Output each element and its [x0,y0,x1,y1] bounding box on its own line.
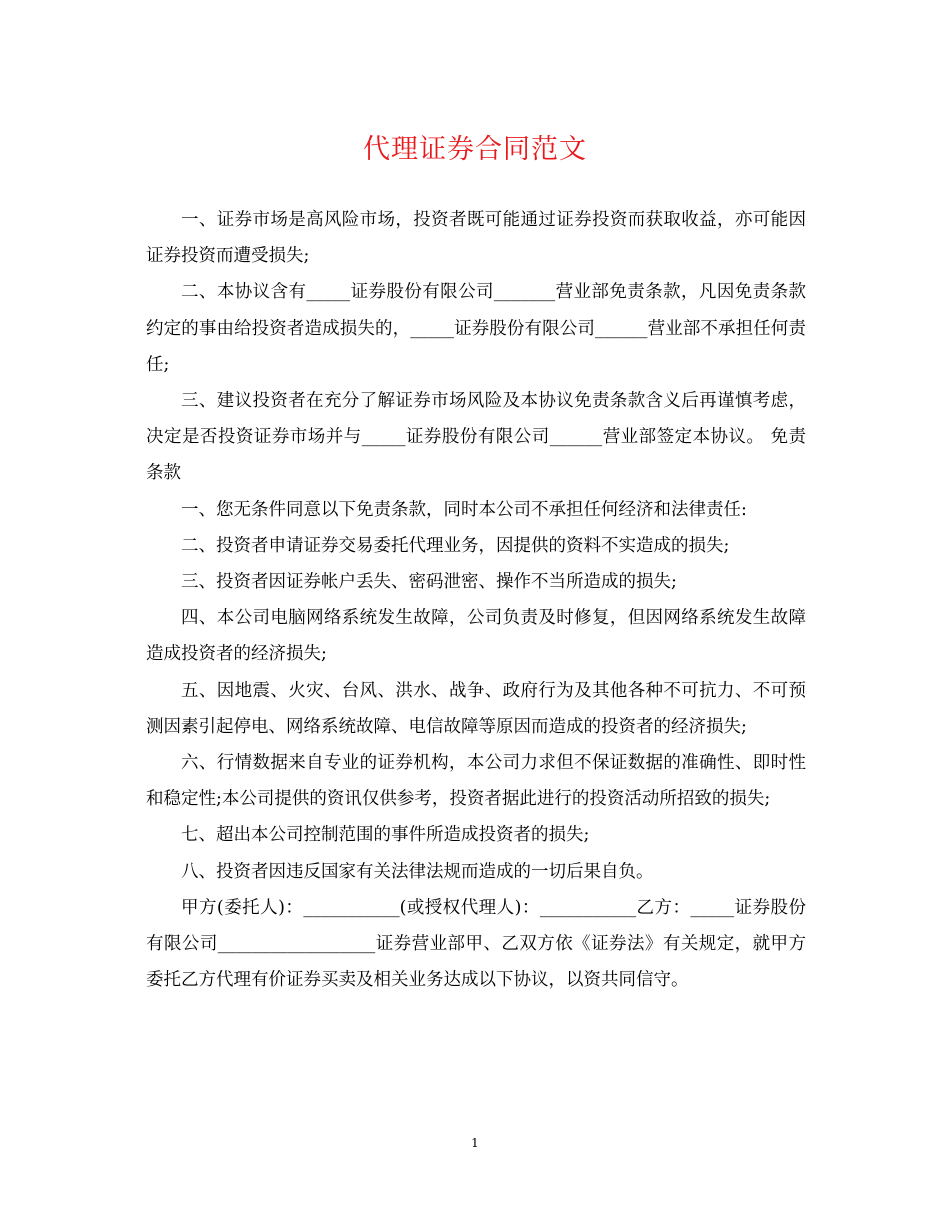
paragraph-disclaimer-7: 七、超出本公司控制范围的事件所造成投资者的损失; [181,825,590,846]
paragraph-disclaimer-4: 四、本公司电脑网络系统发生故障，公司负责及时修复，但因网络系统发生故障造成投资者的经济损失; [146,608,806,665]
paragraph-parties: 甲方(委托人)：___________(或授权代理人)：___________乙方：_____证券股份有限公司__________________证券营业部甲、乙双方依《证券法》有关规定，就甲方委托乙方代理有价证券买卖及相关业务达成以下协议，以资共同信守。 [146,897,806,991]
paragraph-disclaimer-6: 六、行情数据来自专业的证券机构，本公司力求但不保证数据的准确性、即时性和稳定性;本公司提供的资讯仅供参考，投资者据此进行的投资活动所招致的损失; [146,753,806,810]
paragraph-disclaimer-3: 三、投资者因证券帐户丢失、密码泄密、操作不当所造成的损失; [181,572,677,593]
paragraph-disclaimer-5: 五、因地震、火灾、台风、洪水、战争、政府行为及其他各种不可抗力、不可预测因素引起停电、网络系统故障、电信故障等原因而造成的投资者的经济损失; [146,680,806,737]
paragraph-risk-notice-1: 一、证券市场是高风险市场，投资者既可能通过证券投资而获取收益，亦可能因证券投资而遭受损失; [146,210,806,267]
paragraph-disclaimer-2: 二、投资者申请证券交易委托代理业务，因提供的资料不实造成的损失; [181,535,730,556]
document-title: 代理证券合同范文 [363,134,587,165]
paragraph-risk-notice-3: 三、建议投资者在充分了解证券市场风险及本协议免责条款含义后再谨慎考虑，决定是否投资证券市场并与_____证券股份有限公司______营业部签定本协议。 免责条款 [146,391,806,484]
page-number: 1 [471,1136,479,1150]
paragraph-risk-notice-2: 二、本协议含有_____证券股份有限公司_______营业部免责条款，凡因免责条款约定的事由给投资者造成损失的，_____证券股份有限公司______营业部不承担任何责任; [146,282,806,375]
document-body [146,202,806,998]
paragraph-disclaimer-1: 一、您无条件同意以下免责条款，同时本公司不承担任何经济和法律责任: [181,499,747,520]
paragraph-disclaimer-8: 八、投资者因违反国家有关法律法规而造成的一切后果自负。 [181,861,654,882]
